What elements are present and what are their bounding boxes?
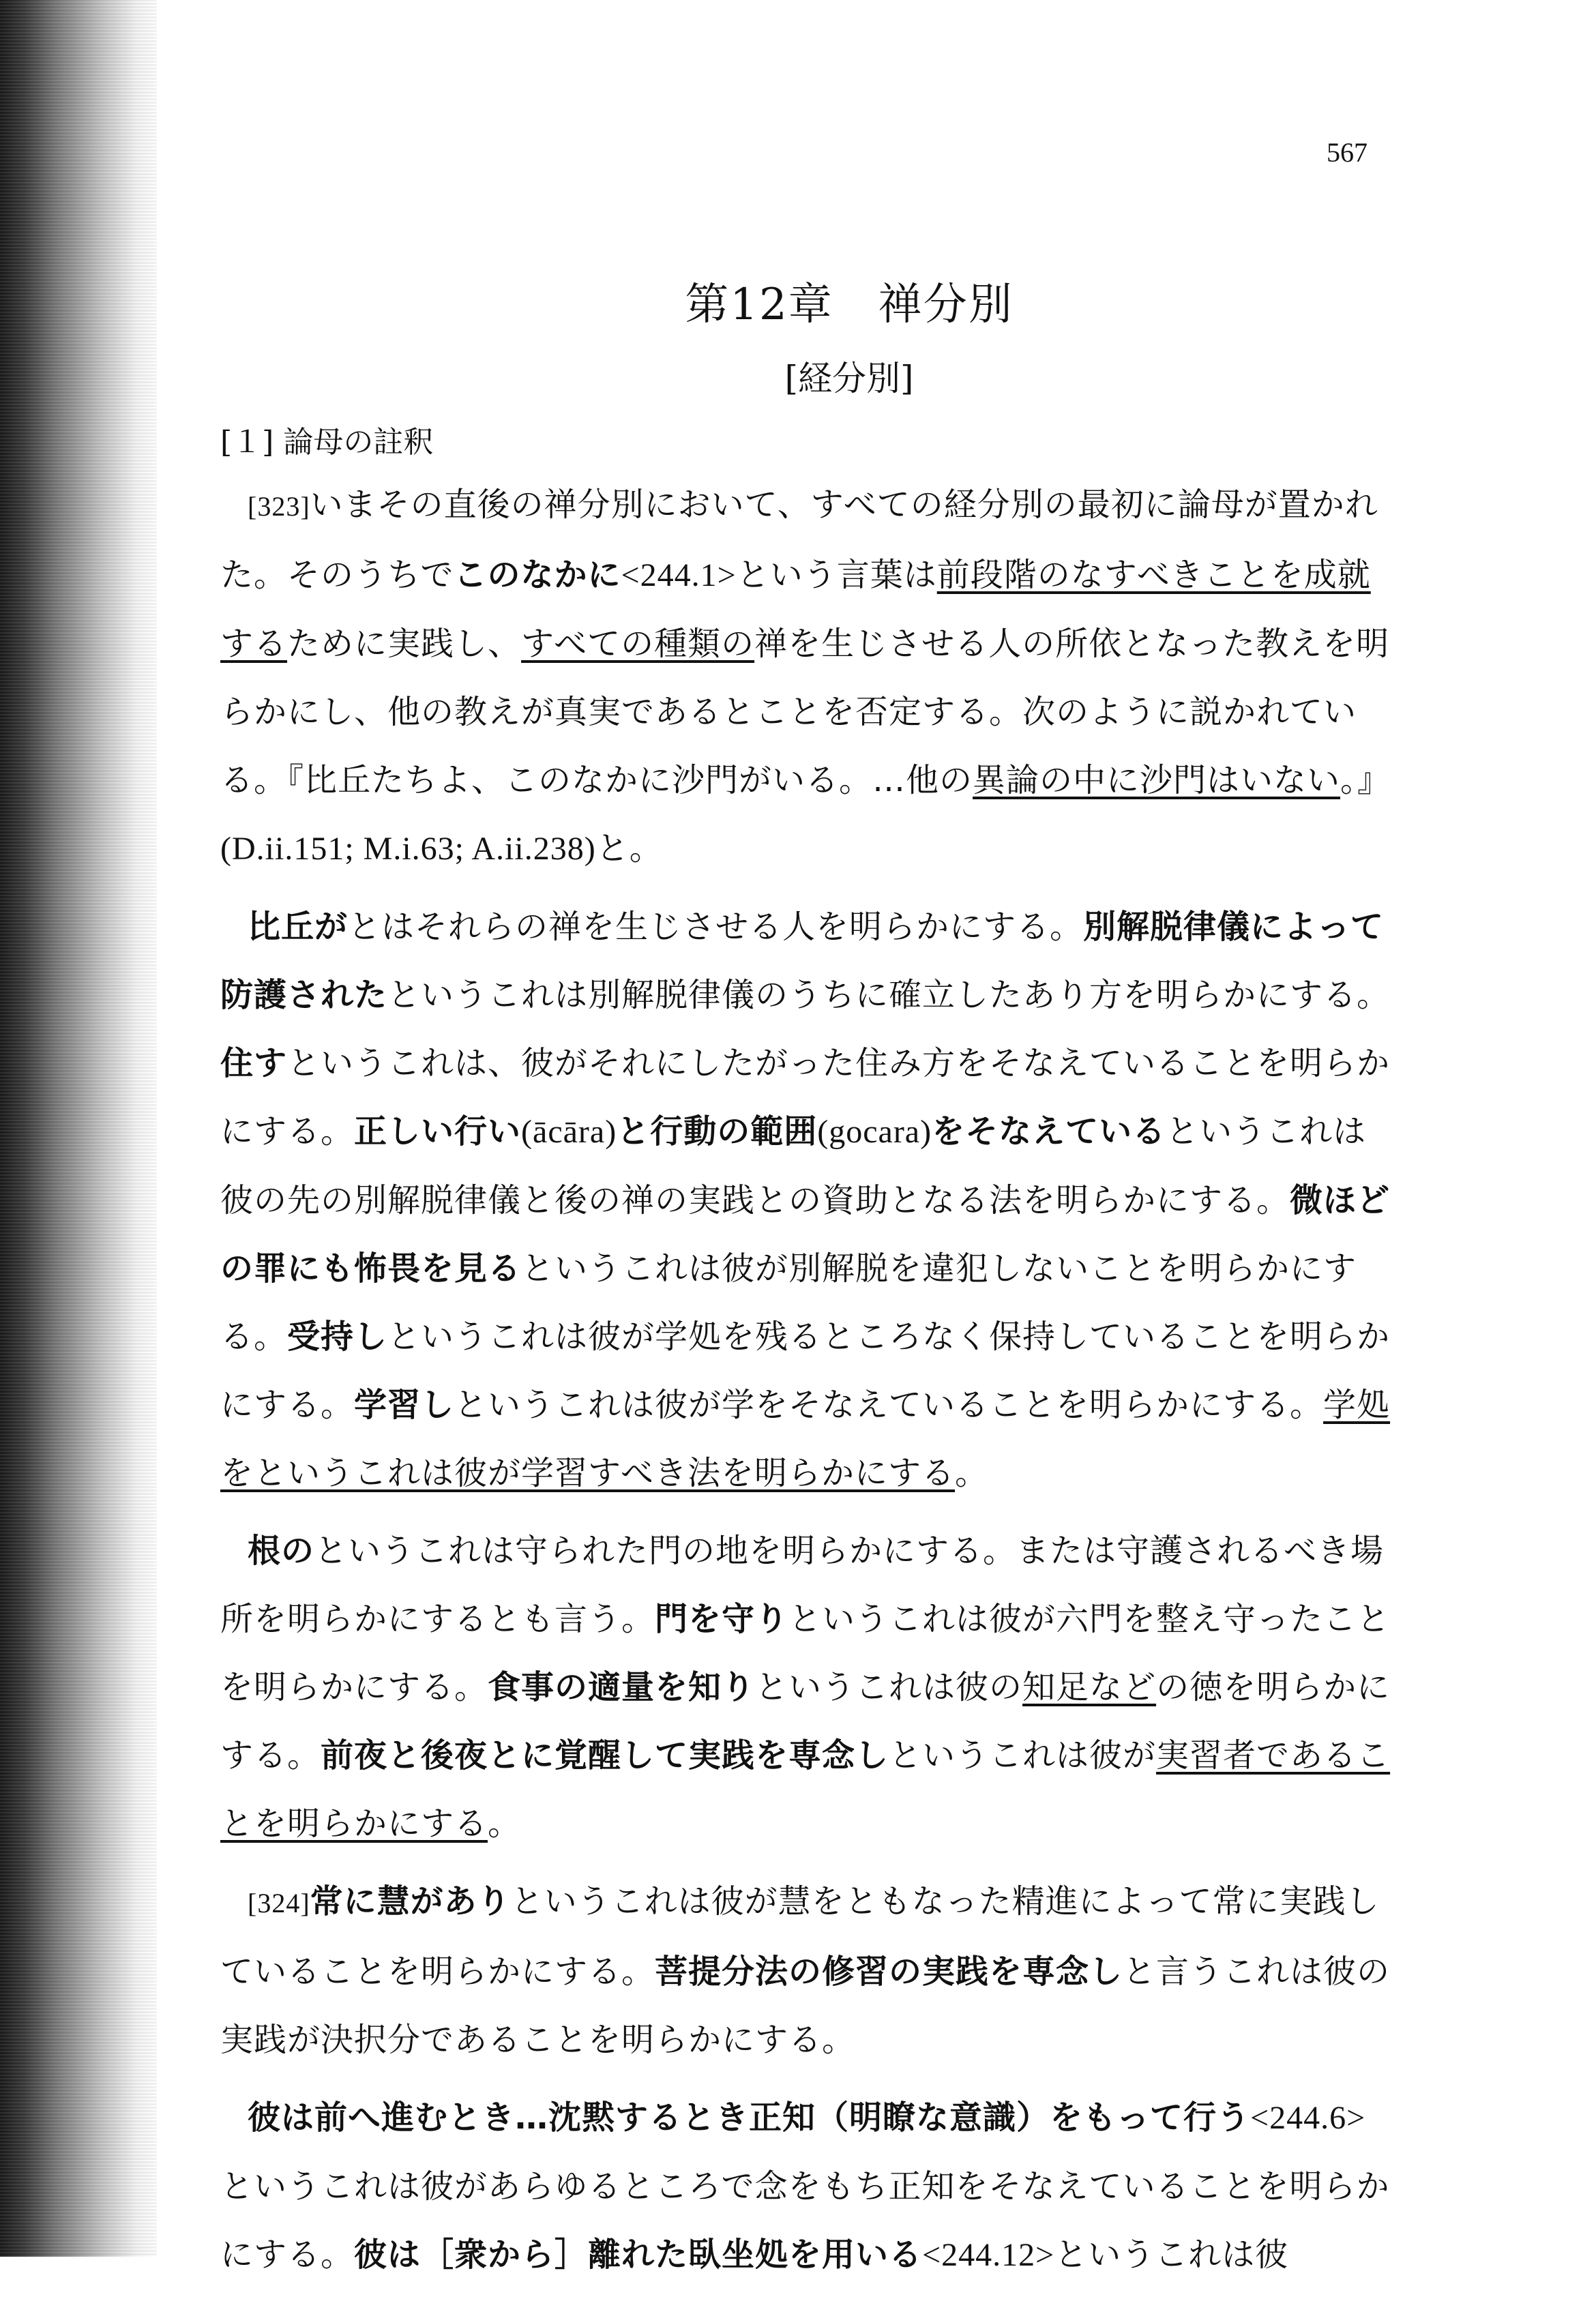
- section-marker: [323]: [248, 491, 310, 522]
- citation: (D.ii.151; M.i.63; A.ii.238): [220, 831, 596, 867]
- bold-term: 彼は［衆から］離れた臥坐処を用いる: [354, 2236, 923, 2274]
- bold-term: 別解脱律儀によって防護された: [220, 908, 1385, 1014]
- reference: <244.6>: [1250, 2100, 1366, 2136]
- chapter-title: 第12章 禅分別: [685, 280, 1014, 330]
- subheading: [１] 論母の註釈: [220, 425, 434, 460]
- section-title: [経分別]: [784, 359, 914, 398]
- bold-term: 正しい行い: [354, 1112, 522, 1151]
- pali-term: (gocara): [817, 1114, 932, 1150]
- underlined-phrase: すべての種類の: [521, 625, 755, 663]
- reference: <244.12>: [922, 2237, 1055, 2273]
- page-number: 567: [1327, 137, 1368, 168]
- underlined-phrase: 学処をというこれは彼が学習すべき法を明らかにする: [220, 1386, 1391, 1492]
- underlined-phrase: 実習者であることを明らかにする: [220, 1736, 1391, 1843]
- bold-term: 彼は前へ進むとき…沈黙するとき正知（明瞭な意識）をもって行う: [248, 2098, 1251, 2137]
- bold-term: をそなえている: [932, 1112, 1166, 1151]
- paragraph-2: 比丘がとはそれらの禅を生じさせる人を明らかにする。別解脱律儀によって防護されたというこれは別解脱律儀のうちに確立したあり方を明らかにする。住すというこれは、彼がそれにしたがった住み方をそなえていることを明らかにする。正しい行い(ācāra)と行動の範囲(gocara)をそなえているというこれは彼の先の別解脱律儀と後の禅の実践との資助となる法を明らかにする。微ほどの罪にも怖畏を見るというこれは彼が別解脱を違犯しないことを明らかにする。受持しというこれは彼が学処を残るところなく保持していることを明らかにする。学習しというこれは彼が学をそなえていることを明らかにする。学処をというこれは彼が学習すべき法を明らかにする。: [220, 908, 1391, 1492]
- paragraph-5: 彼は前へ進むとき…沈黙するとき正知（明瞭な意識）をもって行う<244.6>というこれは彼があらゆるところで念をもち正知をそなえていることを明らかにする。彼は［衆から］離れた臥坐処を用いる<244.12>というこれは彼: [220, 2098, 1390, 2274]
- bold-term: 比丘が: [248, 908, 349, 946]
- bold-term: 微ほどの罪にも怖畏を見る: [220, 1181, 1391, 1288]
- section-marker: [324]: [248, 1888, 310, 1918]
- bold-term: 門を守り: [655, 1600, 789, 1638]
- bold-term: 菩提分法の修習の実践を専念し: [655, 1953, 1123, 1991]
- underlined-phrase: 知足など: [1022, 1668, 1157, 1706]
- reference: <244.1>: [621, 557, 737, 593]
- body-text: [220, 471, 1393, 2299]
- paragraph-4: [324]常に慧がありというこれは彼が慧をともなった精進によって常に実践していることを明らかにする。菩提分法の修習の実践を専念しと言うこれは彼の実践が決択分であることを明らかにする。: [220, 1882, 1391, 2059]
- bold-term: 根の: [248, 1532, 315, 1570]
- pali-term: (ācāra): [521, 1114, 617, 1150]
- gutter-scan-grain: [0, 0, 157, 2257]
- bold-term: 受持し: [287, 1318, 388, 1356]
- bold-term: 食事の適量を知り: [488, 1668, 756, 1706]
- paragraph-3: 根のというこれは守られた門の地を明らかにする。または守護されるべき場所を明らかにするとも言う。門を守りというこれは彼が六門を整え守ったことを明らかにする。食事の適量を知りというこれは彼の知足などの徳を明らかにする。前夜と後夜とに覚醒して実践を専念しというこれは彼が実習者であることを明らかにする。: [220, 1532, 1391, 1843]
- underlined-phrase: 異論の中に沙門はいない: [973, 761, 1341, 799]
- underlined-phrase: 前段階のなすべきことを成就する: [220, 556, 1371, 663]
- bold-term: このなかに: [454, 556, 621, 594]
- bold-term: 前夜と後夜とに覚醒して実践を専念し: [321, 1736, 889, 1775]
- bold-term: 学習し: [354, 1386, 455, 1424]
- bold-term: と行動の範囲: [617, 1112, 818, 1151]
- paragraph-1: [323]いまその直後の禅分別において、すべての経分別の最初に論母が置かれた。そのうちでこのなかに<244.1>という言葉は前段階のなすべきことを成就するために実践し、すべての種類の禅を生じさせる人の所依となった教えを明らかにし、他の教えが真実であるとことを否定する。次のように説かれている。『比丘たちよ、このなかに沙門がいる。…他の異論の中に沙門はいない。』(D.ii.151; M.i.63; A.ii.238)と。: [220, 486, 1391, 867]
- bold-term: 住す: [220, 1044, 288, 1082]
- bold-term: 常に慧があり: [310, 1882, 511, 1920]
